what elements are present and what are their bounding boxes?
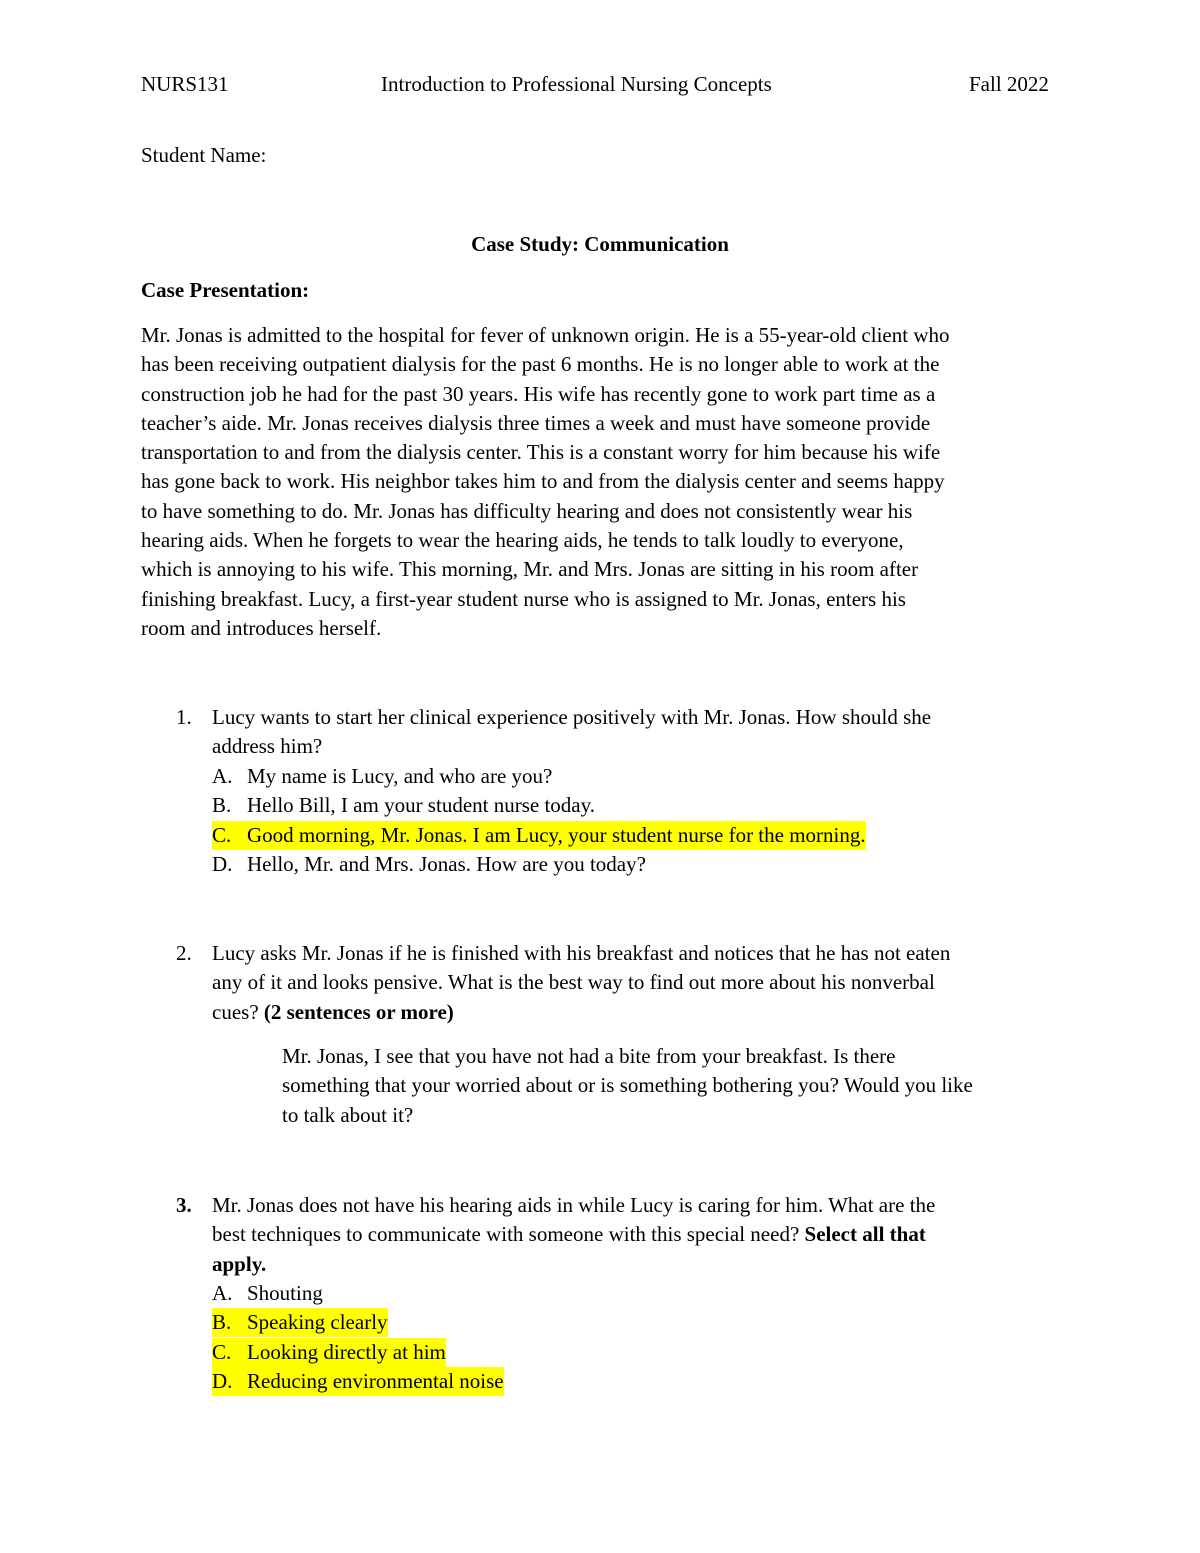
question-number: 2. [176,941,192,965]
case-line: which is annoying to his wife. This morning, Mr. and Mrs. Jonas are sitting in his room after [141,557,919,582]
option-text: Shouting [247,1281,323,1305]
term: Fall 2022 [969,72,1049,96]
question-line: Lucy asks Mr. Jonas if he is finished with his breakfast and notices that he has not eaten [212,941,951,965]
question-line [212,1250,1072,1279]
question-text [212,939,1072,1027]
course-title: Introduction to Professional Nursing Concepts [381,72,772,96]
case-line: Mr. Jonas is admitted to the hospital for fever of unknown origin. He is a 55-year-old client who [141,323,950,347]
case-line: has gone back to work. His neighbor takes him to and from the dialysis center and seems happy [141,469,945,494]
answer-line: something that your worried about or is something bothering you? Would you like [282,1073,973,1098]
option-letter: C. [212,1340,232,1364]
question-line: address him? [212,734,323,759]
option-letter: A. [212,764,233,788]
option-letter: D. [212,1369,233,1393]
question-number: 1. [176,705,192,729]
case-line: has been receiving outpatient dialysis for the past 6 months. He is no longer able to work at the [141,352,940,377]
case-line: finishing breakfast. Lucy, a first-year student nurse who is assigned to Mr. Jonas, enters his [141,586,906,611]
question-line-text: best techniques to communicate with someone with this special need? [212,1222,800,1247]
select-all-instruction-end: apply. [212,1251,267,1276]
option-text: Good morning, Mr. Jonas. I am Lucy, your student nurse for the morning. [247,823,866,847]
option-letter: C. [212,823,232,847]
option-d [212,850,646,879]
case-line: transportation to and from the dialysis center. This is a constant worry for him because his wife [141,440,941,465]
option-b-highlighted [212,1308,388,1337]
option-a [212,1279,323,1308]
option-letter: B. [212,793,232,817]
option-text: Hello Bill, I am your student nurse today. [247,793,595,817]
answer-text [282,1042,1082,1130]
question-line: any of it and looks pensive. What is the best way to find out more about his nonverbal [212,970,935,995]
option-b [212,791,595,820]
case-line: construction job he had for the past 30 years. His wife has recently gone to work part time as a [141,381,936,406]
question-line [212,1220,1072,1249]
question-number: 3. [176,1193,192,1217]
option-text: Speaking clearly [247,1310,388,1334]
answer-line: Mr. Jonas, I see that you have not had a bite from your breakfast. Is there [282,1044,896,1068]
case-heading: Case Presentation: [141,278,310,302]
answer-line: to talk about it? [282,1102,414,1127]
question-text [212,703,1072,762]
case-line: to have something to do. Mr. Jonas has difficulty hearing and does not consistently wear his [141,498,913,523]
option-a [212,762,552,791]
question-line: Lucy wants to start her clinical experience positively with Mr. Jonas. How should she [212,705,932,729]
case-line: room and introduces herself. [141,615,382,640]
length-requirement: (2 sentences or more) [263,999,454,1024]
case-paragraph [141,321,1071,643]
option-c-highlighted [212,821,866,850]
option-letter: B. [212,1310,232,1334]
document-title: Case Study: Communication [471,232,729,256]
option-text: Reducing environmental noise [247,1369,504,1393]
case-line: hearing aids. When he forgets to wear the hearing aids, he tends to talk loudly to everyone, [141,528,904,553]
question-line [212,998,1072,1027]
select-all-instruction: Select all that [804,1222,926,1247]
option-text: Hello, Mr. and Mrs. Jonas. How are you today? [247,852,646,876]
option-letter: A. [212,1281,233,1305]
student-name-label: Student Name: [141,143,267,167]
case-line: teacher’s aide. Mr. Jonas receives dialysis three times a week and must have someone provide [141,410,931,435]
option-d-highlighted [212,1367,504,1396]
option-letter: D. [212,852,233,876]
option-c-highlighted [212,1338,446,1367]
question-line: Mr. Jonas does not have his hearing aids in while Lucy is caring for him. What are the [212,1193,936,1217]
question-line-text: cues? [212,999,259,1024]
option-text: Looking directly at him [247,1340,446,1364]
course-code: NURS131 [141,72,229,96]
question-text [212,1191,1072,1279]
option-text: My name is Lucy, and who are you? [247,764,553,788]
